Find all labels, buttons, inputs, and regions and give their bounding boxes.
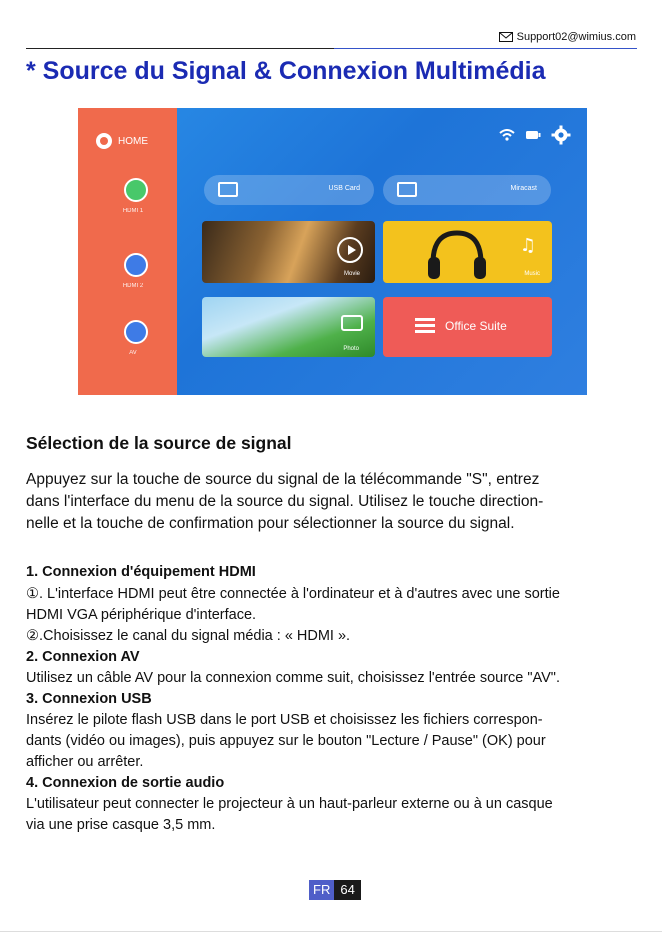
movie-label: Movie (343, 271, 360, 277)
photo-icon (341, 315, 363, 331)
item-heading-hdmi: 1. Connexion d'équipement HDMI (26, 564, 256, 580)
photo-label: Photo (343, 346, 359, 352)
source-label-hdmi2: HDMI 2 (122, 283, 144, 289)
mail-icon (499, 32, 513, 42)
status-icons (499, 125, 571, 145)
item-line: via une prise casque 3,5 mm. (26, 817, 216, 833)
photo-tile (202, 297, 375, 357)
source-sidebar (78, 108, 177, 395)
item-line: HDMI VGA périphérique d'interface. (26, 607, 257, 623)
item-heading-usb: 3. Connexion USB (26, 691, 152, 707)
battery-icon (525, 130, 541, 140)
cast-icon (397, 182, 417, 197)
item-line: Insérez le pilote flash USB dans le port USB et choisissez les fichiers correspon- (26, 712, 543, 728)
play-icon (337, 237, 363, 263)
bottom-rule (0, 931, 662, 932)
hdmi2-source-icon (124, 253, 148, 277)
av-source-icon (124, 320, 148, 344)
home-icon (96, 133, 112, 149)
item-line: ②.Choisissez le canal du signal média : « HDMI ». (26, 628, 351, 644)
source-label-av: AV (129, 350, 137, 356)
music-label: Music (524, 271, 540, 277)
item-line: dants (vidéo ou images), puis appuyez sur le bouton "Lecture / Pause" (OK) pour (26, 733, 546, 749)
monitor-icon (218, 182, 238, 197)
office-suite-label: Office Suite (445, 319, 507, 333)
page-number-badge (309, 880, 361, 900)
miracast-label: Miracast (510, 185, 537, 192)
page-title: * Source du Signal & Connexion Multimédia (26, 57, 546, 85)
language-tag: FR (309, 880, 334, 900)
intro-line-2: dans l'interface du menu de la source du signal. Utilisez le touche direction- (26, 493, 544, 510)
intro-line-3: nelle et la touche de confirmation pour sélectionner la source du signal. (26, 515, 515, 532)
source-label-hdmi1: HDMI 1 (122, 208, 144, 214)
settings-gear-icon (551, 125, 571, 145)
headphones-icon (425, 227, 489, 283)
item-heading-audio: 4. Connexion de sortie audio (26, 775, 225, 791)
support-email[interactable]: Support02@wimius.com (516, 31, 636, 43)
office-suite-tile (383, 297, 552, 357)
item-line: Utilisez un câble AV pour la connexion comme suit, choisissez l'entrée source "AV". (26, 670, 560, 686)
wifi-icon (499, 129, 515, 141)
item-line: ①. L'interface HDMI peut être connectée à l'ordinateur et à d'autres avec une sortie (26, 586, 560, 602)
section-title: Sélection de la source de signal (26, 433, 292, 453)
movie-tile (202, 221, 375, 283)
home-item (96, 133, 148, 149)
item-heading-av: 2. Connexion AV (26, 649, 140, 665)
support-contact (499, 31, 636, 43)
music-note-icon: ♫ (519, 235, 536, 256)
header-rule-left (26, 48, 334, 49)
usb-card-pill (204, 175, 374, 205)
page-number: 64 (334, 880, 360, 900)
office-list-icon (415, 318, 435, 334)
music-tile (383, 221, 552, 283)
projector-home-screenshot (78, 108, 587, 395)
item-line: L'utilisateur peut connecter le projecteur à un haut-parleur externe ou à un casque (26, 796, 553, 812)
intro-line-1: Appuyez sur la touche de source du signal de la télécommande "S", entrez (26, 471, 540, 488)
header-rule-right (334, 48, 637, 49)
item-line: afficher ou arrêter. (26, 754, 144, 770)
miracast-pill (383, 175, 551, 205)
usb-card-label: USB Card (328, 185, 360, 192)
hdmi1-source-icon (124, 178, 148, 202)
home-label: HOME (118, 135, 148, 147)
